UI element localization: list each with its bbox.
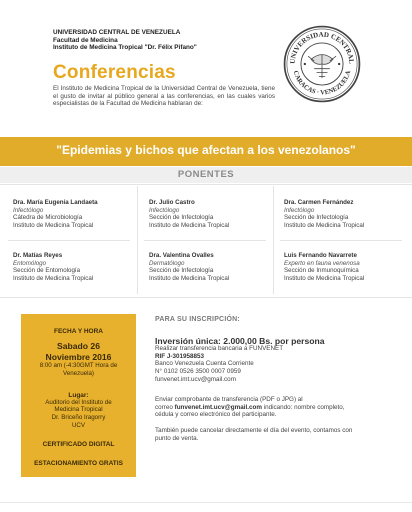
speaker-role: Entomólogo [13, 259, 47, 267]
receipt-instruction: Enviar comprobante de transferencia (PDF o JPG) al [155, 396, 303, 404]
faculty-name: Facultad de Medicina [53, 36, 118, 44]
speaker-card [149, 199, 229, 230]
speaker-card [284, 252, 364, 283]
transfer-instruction: Realizar transferencia bancaria a FUNVENET [155, 345, 284, 353]
speaker-dept: Sección de Infectología [149, 214, 214, 222]
venue-line: UCV [71, 421, 86, 429]
venue-line: Auditorio del Instituto de [45, 398, 112, 406]
grid-divider [280, 240, 402, 241]
institute-name: Instituto de Medicina Tropical "Dr. Félix Pifano" [53, 44, 197, 52]
speaker-institute: Instituto de Medicina Tropical [149, 222, 230, 230]
speaker-institute: Instituto de Medicina Tropical [284, 222, 365, 230]
footer-divider [0, 502, 412, 503]
venue-line: Dr. Briceño Iragorry [51, 414, 106, 422]
speaker-role: Experto en fauna venenosa [284, 259, 360, 267]
receipt-instruction: cédula y correo electrónico del participante. [155, 411, 277, 419]
event-timezone: Venezuela) [63, 369, 94, 377]
speaker-dept: Sección de Inmunoquímica [284, 267, 359, 275]
receipt-email-link[interactable]: funvenet.imt.ucv@gmail.com [174, 403, 262, 411]
rif-number: RIF J-301958853 [155, 352, 205, 360]
speaker-role: Infectólogo [149, 206, 180, 214]
page-title: Conferencias [53, 62, 176, 83]
topic-title: "Epidemias y bichos que afectan a los venezolanos" [56, 143, 356, 157]
speaker-card [13, 252, 93, 283]
speaker-institute: Instituto de Medicina Tropical [284, 275, 365, 283]
svg-text:CARACAS · VENEZUELA: CARACAS · VENEZUELA [291, 69, 353, 97]
speaker-role: Infectólogo [13, 206, 44, 214]
fecha-label: FECHA Y HORA [54, 328, 103, 335]
speaker-institute: Instituto de Medicina Tropical [13, 275, 94, 283]
parking-note: ESTACIONAMIENTO GRATIS [34, 459, 123, 467]
payment-note: punto de venta. [155, 434, 199, 442]
speaker-dept: Sección de Infectología [284, 214, 349, 222]
speaker-dept: Cátedra de Microbiología [13, 214, 83, 222]
speaker-role: Dermatólogo [149, 259, 185, 267]
grid-divider [144, 240, 266, 241]
event-info-card [21, 314, 136, 477]
svg-text:UNIVERSIDAD CENTRAL: UNIVERSIDAD CENTRAL [288, 30, 356, 65]
event-date-month: Noviembre 2016 [45, 351, 112, 362]
payment-note: También puede cancelar directamente el día del evento, contamos con [155, 426, 353, 434]
receipt-text: correo [155, 403, 175, 411]
university-seal-logo [283, 25, 361, 103]
grid-divider [8, 240, 130, 241]
lugar-label: Lugar: [68, 391, 89, 399]
price-line: Inversión única: 2.000,00 Bs. por persona [155, 335, 325, 346]
speaker-card [149, 252, 229, 283]
speaker-dept: Sección de Infectología [149, 267, 214, 275]
university-name: UNIVERSIDAD CENTRAL DE VENEZUELA [53, 29, 181, 36]
grid-divider [273, 186, 274, 294]
speaker-name: Luis Fernando Navarrete [284, 252, 357, 259]
institution-header [53, 29, 197, 52]
speaker-card [13, 199, 98, 230]
speaker-name: Dr. Matías Reyes [13, 252, 63, 259]
speaker-name: Dra. Valentina Ovalles [149, 252, 214, 259]
speaker-name: Dra. Carmen Fernández [284, 199, 354, 206]
event-time: 8:00 am (-4:30GMT Hora de [39, 362, 118, 369]
venue-line: Medicina Tropical [54, 406, 103, 414]
receipt-instruction-line [155, 404, 390, 412]
ponentes-title: PONENTES [177, 169, 235, 180]
receipt-text: indicando: nombre completo, [261, 403, 345, 411]
speaker-role: Infectólogo [284, 206, 315, 214]
registration-info [155, 316, 390, 442]
speaker-dept: Sección de Entomología [13, 267, 81, 275]
account-number: N° 0102 0526 3500 0007 0959 [155, 367, 241, 375]
intro-text: El Instituto de Medicina Tropical de la Universidad Central de Venezuela, tiene el gusto de invitar al público general a las conferencias, en las cuales varios especialistas de la Facultad de Medicina hablaran de: [53, 85, 275, 108]
bank-name: Banco Venezuela Cuenta Corriente [155, 360, 254, 368]
speaker-card [284, 199, 364, 230]
speaker-name: Dr. Julio Castro [149, 199, 195, 206]
speaker-institute: Instituto de Medicina Tropical [13, 222, 94, 230]
certificate-note: CERTIFICADO DIGITAL [42, 440, 115, 448]
registration-label: PARA SU INSCRIPCIÓN: [155, 316, 240, 323]
contact-email: funvenet.imt.ucv@gmail.com [155, 375, 236, 383]
speaker-institute: Instituto de Medicina Tropical [149, 275, 230, 283]
event-date-day: Sabado 26 [57, 341, 100, 351]
speaker-name: Dra. María Eugenia Landaeta [13, 199, 98, 206]
grid-divider [137, 186, 138, 294]
